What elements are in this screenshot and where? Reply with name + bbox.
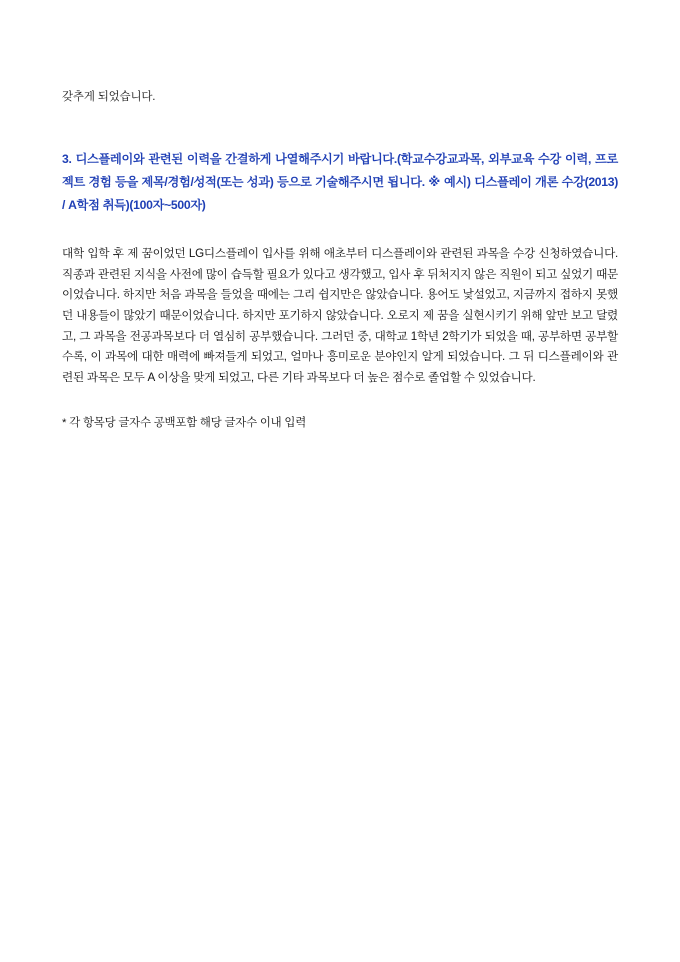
answer-body: 대학 입학 후 제 꿈이었던 LG디스플레이 입사를 위해 애초부터 디스플레이와 관련된 과목을 수강 신청하였습니다. 직종과 관련된 지식을 사전에 많이 습득할 필요가 있다고 생각했고, 입사 후 뒤처지지 않은 직원이 되고 싶었기 때문이었습니다. 하지만 처음 과목을 들었을 때에는 그리 쉽지만은 않았습니다. 용어도 낯설었고, 지금까지 접하지 못했던 내용들이 많았기 때문이었습니다. 하지만 포기하지 않았습니다. 오로지 제 꿈을 실현시키기 위해 앞만 보고 달렸고, 그 과목을 전공과목보다 더 열심히 공부했습니다. 그러던 중, 대학교 1학년 2학기가 되었을 때, 공부하면 공부할수록, 이 과목에 대한 매력에 빠져들게 되었고, 얼마나 흥미로운 분야인지 알게 되었습니다. 그 뒤 디스플레이와 관련된 과목은 모두 A 이상을 맞게 되었고, 다른 기타 과목보다 더 높은 점수로 졸업할 수 있었습니다. [62, 247, 618, 384]
carryover-text: 갖추게 되었습니다. [62, 91, 156, 103]
question-prompt: 3. 디스플레이와 관련된 이력을 간결하게 나열해주시기 바랍니다.(학교수강교과목, 외부교육 수강 이력, 프로젝트 경험 등을 제목/경험/성적(또는 성과) 등으로 기술해주시면 됩니다. ※ 예시) 디스플레이 개론 수강(2013) / A학점 취득)(100자~500자) [62, 152, 618, 212]
footnote-text: * 각 항목당 글자수 공백포함 해당 글자수 이내 입력 [62, 417, 307, 430]
